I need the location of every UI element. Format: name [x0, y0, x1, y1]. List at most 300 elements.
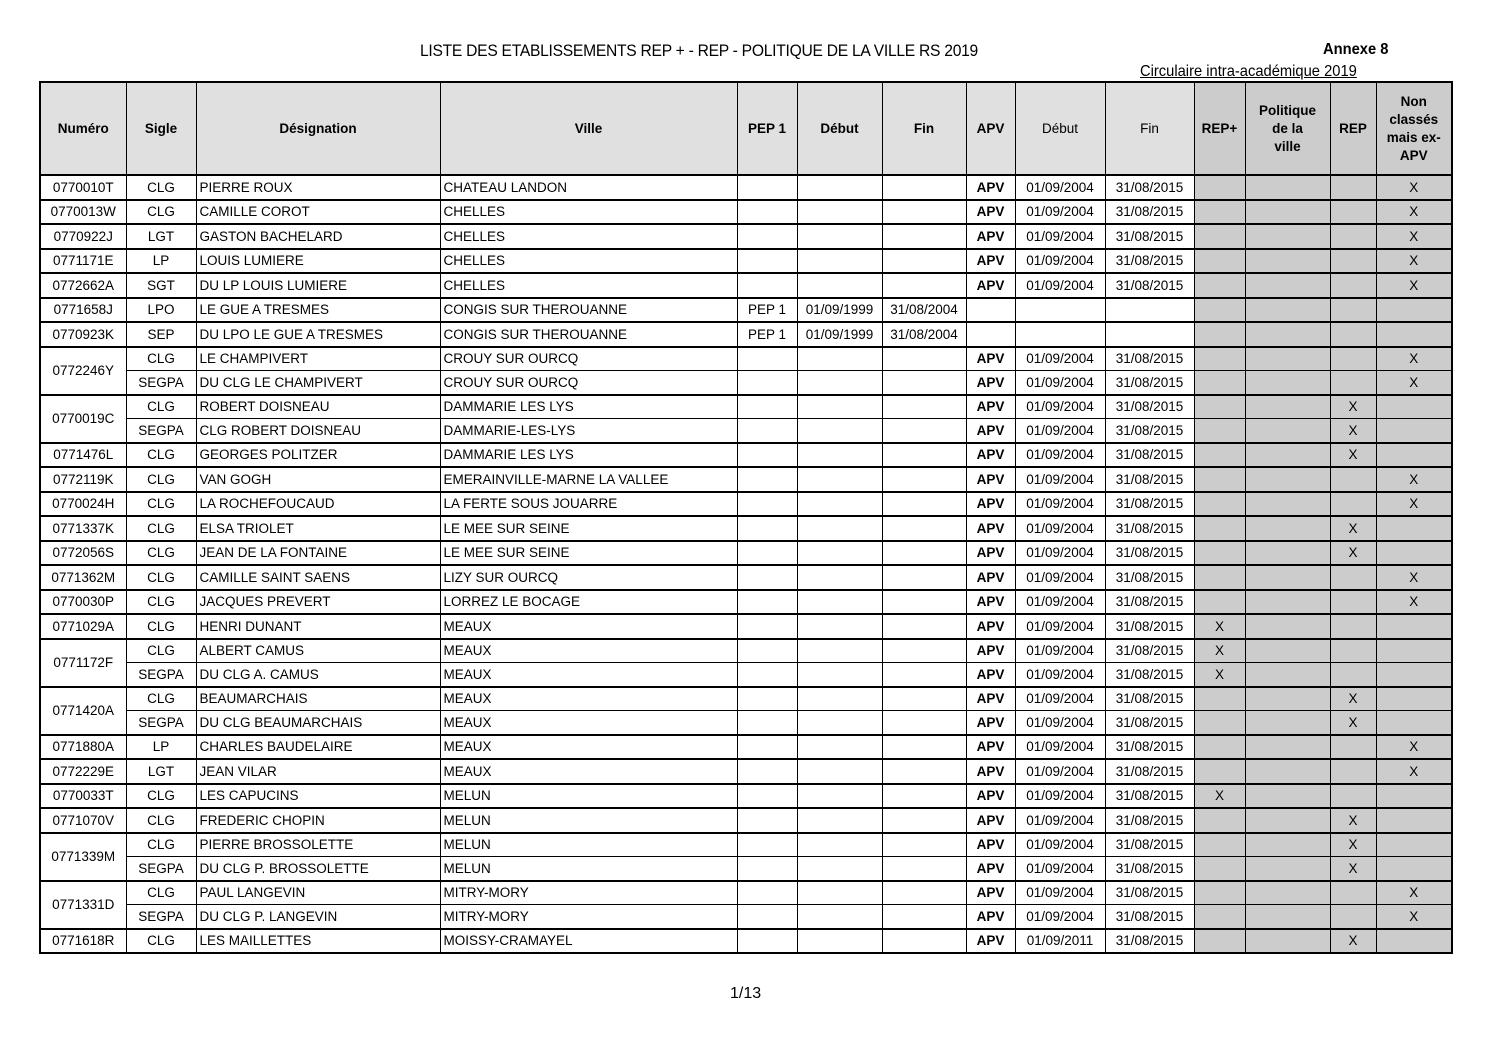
- cell-pep-debut: [797, 467, 882, 492]
- cell-apv: APV: [966, 541, 1015, 566]
- cell-apv-debut: 01/09/2011: [1015, 929, 1105, 954]
- cell-non-classes: [1376, 663, 1452, 687]
- cell-designation: LA ROCHEFOUCAUD: [196, 492, 440, 517]
- cell-pep-fin: [882, 443, 966, 468]
- table-row: [40, 808, 1452, 833]
- cell-apv-fin: 31/08/2015: [1105, 808, 1194, 833]
- cell-ville: CROUY SUR OURCQ: [440, 347, 737, 371]
- cell-designation: HENRI DUNANT: [196, 614, 440, 639]
- cell-ville: CHELLES: [440, 273, 737, 298]
- cell-apv-fin: 31/08/2015: [1105, 784, 1194, 809]
- cell-politique-ville: [1245, 784, 1330, 809]
- cell-rep-plus: [1194, 516, 1245, 541]
- col-header-politique-ville: Politique de la ville: [1245, 82, 1330, 175]
- cell-sigle: CLG: [126, 590, 196, 615]
- cell-ville: MELUN: [440, 833, 737, 857]
- cell-ville: LIZY SUR OURCQ: [440, 565, 737, 590]
- cell-apv: APV: [966, 249, 1015, 274]
- cell-rep-plus: [1194, 371, 1245, 395]
- cell-non-classes: [1376, 541, 1452, 566]
- cell-pep-fin: [882, 175, 966, 200]
- cell-rep: [1330, 639, 1376, 663]
- cell-non-classes: [1376, 443, 1452, 468]
- cell-pep1: [737, 929, 797, 954]
- cell-pep1: [737, 711, 797, 735]
- cell-numero: 0772246Y: [40, 347, 126, 395]
- cell-pep-debut: [797, 395, 882, 419]
- cell-designation: ROBERT DOISNEAU: [196, 395, 440, 419]
- cell-apv-fin: 31/08/2015: [1105, 273, 1194, 298]
- cell-pep1: [737, 663, 797, 687]
- cell-ville: DAMMARIE LES LYS: [440, 443, 737, 468]
- cell-designation: DU CLG LE CHAMPIVERT: [196, 371, 440, 395]
- cell-numero: 0770024H: [40, 492, 126, 517]
- cell-apv-fin: 31/08/2015: [1105, 833, 1194, 857]
- cell-pep-debut: [797, 200, 882, 225]
- cell-non-classes: [1376, 808, 1452, 833]
- cell-pep-debut: [797, 273, 882, 298]
- table-row: [40, 565, 1452, 590]
- cell-ville: CONGIS SUR THEROUANNE: [440, 298, 737, 323]
- cell-sigle: CLG: [126, 175, 196, 200]
- cell-non-classes: X: [1376, 467, 1452, 492]
- cell-apv-debut: 01/09/2004: [1015, 224, 1105, 249]
- cell-designation: JEAN VILAR: [196, 759, 440, 784]
- cell-pep-debut: [797, 857, 882, 881]
- cell-designation: LOUIS LUMIERE: [196, 249, 440, 274]
- cell-ville: LE MEE SUR SEINE: [440, 541, 737, 566]
- cell-pep-fin: [882, 929, 966, 954]
- table-row: [40, 905, 1452, 929]
- cell-apv: APV: [966, 419, 1015, 443]
- cell-apv-debut: 01/09/2004: [1015, 467, 1105, 492]
- table-row: [40, 929, 1452, 954]
- cell-apv: APV: [966, 808, 1015, 833]
- cell-apv: APV: [966, 347, 1015, 371]
- cell-sigle: SEGPA: [126, 419, 196, 443]
- cell-numero: 0772662A: [40, 273, 126, 298]
- cell-apv-debut: 01/09/2004: [1015, 687, 1105, 711]
- cell-sigle: CLG: [126, 808, 196, 833]
- cell-numero: 0770033T: [40, 784, 126, 809]
- cell-apv-debut: [1015, 298, 1105, 323]
- cell-designation: GEORGES POLITZER: [196, 443, 440, 468]
- cell-non-classes: X: [1376, 175, 1452, 200]
- cell-apv-fin: 31/08/2015: [1105, 200, 1194, 225]
- table-row: [40, 759, 1452, 784]
- col-header-rep-plus: REP+: [1194, 82, 1245, 175]
- cell-apv-fin: 31/08/2015: [1105, 516, 1194, 541]
- cell-pep-fin: [882, 614, 966, 639]
- cell-numero: 0772056S: [40, 541, 126, 566]
- cell-pep-fin: [882, 565, 966, 590]
- cell-politique-ville: [1245, 273, 1330, 298]
- cell-pep-fin: [882, 541, 966, 566]
- cell-numero: 0771880A: [40, 735, 126, 760]
- cell-non-classes: X: [1376, 224, 1452, 249]
- annexe-label: Annexe 8: [1323, 41, 1389, 58]
- cell-apv-fin: 31/08/2015: [1105, 687, 1194, 711]
- cell-pep1: [737, 200, 797, 225]
- cell-rep: [1330, 735, 1376, 760]
- cell-rep-plus: X: [1194, 639, 1245, 663]
- cell-ville: DAMMARIE-LES-LYS: [440, 419, 737, 443]
- cell-rep: [1330, 371, 1376, 395]
- cell-rep-plus: [1194, 541, 1245, 566]
- cell-apv-debut: 01/09/2004: [1015, 663, 1105, 687]
- cell-designation: ALBERT CAMUS: [196, 639, 440, 663]
- table-row: [40, 175, 1452, 200]
- cell-designation: ELSA TRIOLET: [196, 516, 440, 541]
- cell-apv-debut: 01/09/2004: [1015, 419, 1105, 443]
- cell-apv-debut: 01/09/2004: [1015, 881, 1105, 905]
- cell-politique-ville: [1245, 347, 1330, 371]
- cell-rep: X: [1330, 711, 1376, 735]
- cell-rep-plus: [1194, 590, 1245, 615]
- cell-pep-debut: [797, 371, 882, 395]
- cell-apv-fin: 31/08/2015: [1105, 614, 1194, 639]
- cell-pep-debut: [797, 224, 882, 249]
- table-row: [40, 322, 1452, 347]
- cell-non-classes: X: [1376, 492, 1452, 517]
- table-row: [40, 590, 1452, 615]
- table-row: [40, 881, 1452, 905]
- cell-sigle: SEGPA: [126, 905, 196, 929]
- cell-pep-debut: [797, 541, 882, 566]
- cell-rep-plus: [1194, 249, 1245, 274]
- cell-non-classes: X: [1376, 590, 1452, 615]
- cell-rep: X: [1330, 857, 1376, 881]
- cell-politique-ville: [1245, 639, 1330, 663]
- cell-apv: APV: [966, 371, 1015, 395]
- cell-politique-ville: [1245, 467, 1330, 492]
- cell-apv: APV: [966, 663, 1015, 687]
- cell-rep-plus: [1194, 929, 1245, 954]
- cell-apv: APV: [966, 224, 1015, 249]
- cell-politique-ville: [1245, 590, 1330, 615]
- cell-rep-plus: X: [1194, 784, 1245, 809]
- cell-sigle: CLG: [126, 347, 196, 371]
- cell-politique-ville: [1245, 929, 1330, 954]
- cell-apv: APV: [966, 565, 1015, 590]
- establishments-table: [39, 81, 1453, 954]
- cell-non-classes: X: [1376, 881, 1452, 905]
- cell-non-classes: [1376, 687, 1452, 711]
- cell-pep1: [737, 735, 797, 760]
- cell-designation: DU CLG P. BROSSOLETTE: [196, 857, 440, 881]
- cell-pep-fin: [882, 663, 966, 687]
- cell-rep-plus: [1194, 347, 1245, 371]
- cell-politique-ville: [1245, 249, 1330, 274]
- cell-rep: X: [1330, 395, 1376, 419]
- cell-rep: [1330, 590, 1376, 615]
- cell-rep: [1330, 614, 1376, 639]
- cell-pep1: PEP 1: [737, 298, 797, 323]
- cell-pep-fin: [882, 347, 966, 371]
- cell-politique-ville: [1245, 492, 1330, 517]
- cell-apv: APV: [966, 639, 1015, 663]
- col-header-apv-fin: Fin: [1105, 82, 1194, 175]
- cell-non-classes: X: [1376, 200, 1452, 225]
- col-header-sigle: Sigle: [126, 82, 196, 175]
- cell-politique-ville: [1245, 175, 1330, 200]
- cell-apv: APV: [966, 711, 1015, 735]
- cell-ville: MEAUX: [440, 687, 737, 711]
- cell-numero: 0770922J: [40, 224, 126, 249]
- cell-pep-fin: [882, 516, 966, 541]
- cell-pep-fin: [882, 639, 966, 663]
- table-row: [40, 614, 1452, 639]
- cell-rep-plus: [1194, 687, 1245, 711]
- cell-designation: JEAN DE LA FONTAINE: [196, 541, 440, 566]
- table-row: [40, 395, 1452, 419]
- cell-rep: X: [1330, 687, 1376, 711]
- cell-sigle: CLG: [126, 881, 196, 905]
- cell-apv: APV: [966, 175, 1015, 200]
- cell-ville: MELUN: [440, 784, 737, 809]
- cell-non-classes: X: [1376, 759, 1452, 784]
- cell-apv-debut: 01/09/2004: [1015, 175, 1105, 200]
- cell-sigle: SEP: [126, 322, 196, 347]
- cell-politique-ville: [1245, 322, 1330, 347]
- cell-politique-ville: [1245, 687, 1330, 711]
- cell-apv: APV: [966, 467, 1015, 492]
- cell-apv-fin: 31/08/2015: [1105, 395, 1194, 419]
- cell-sigle: LPO: [126, 298, 196, 323]
- cell-apv-fin: 31/08/2015: [1105, 881, 1194, 905]
- cell-ville: LORREZ LE BOCAGE: [440, 590, 737, 615]
- cell-rep-plus: [1194, 857, 1245, 881]
- cell-apv: [966, 322, 1015, 347]
- cell-pep-debut: [797, 929, 882, 954]
- cell-pep1: [737, 541, 797, 566]
- cell-non-classes: X: [1376, 565, 1452, 590]
- cell-apv: APV: [966, 833, 1015, 857]
- cell-sigle: CLG: [126, 639, 196, 663]
- table-row: [40, 711, 1452, 735]
- cell-non-classes: X: [1376, 905, 1452, 929]
- cell-apv-fin: 31/08/2015: [1105, 590, 1194, 615]
- cell-ville: CHELLES: [440, 224, 737, 249]
- cell-sigle: CLG: [126, 565, 196, 590]
- cell-designation: DU CLG P. LANGEVIN: [196, 905, 440, 929]
- cell-numero: 0771618R: [40, 929, 126, 954]
- cell-designation: VAN GOGH: [196, 467, 440, 492]
- cell-pep-fin: [882, 419, 966, 443]
- table-row: [40, 687, 1452, 711]
- cell-rep: X: [1330, 808, 1376, 833]
- cell-apv-debut: 01/09/2004: [1015, 905, 1105, 929]
- cell-pep-debut: [797, 735, 882, 760]
- cell-sigle: SEGPA: [126, 711, 196, 735]
- table-row: [40, 443, 1452, 468]
- cell-rep: X: [1330, 443, 1376, 468]
- cell-pep-debut: [797, 249, 882, 274]
- cell-pep-fin: [882, 467, 966, 492]
- cell-rep: [1330, 905, 1376, 929]
- cell-non-classes: [1376, 395, 1452, 419]
- cell-non-classes: [1376, 614, 1452, 639]
- cell-rep: [1330, 249, 1376, 274]
- cell-politique-ville: [1245, 565, 1330, 590]
- cell-pep-debut: [797, 516, 882, 541]
- cell-non-classes: X: [1376, 249, 1452, 274]
- cell-pep1: [737, 371, 797, 395]
- cell-rep-plus: [1194, 905, 1245, 929]
- cell-rep: [1330, 273, 1376, 298]
- cell-apv-debut: 01/09/2004: [1015, 273, 1105, 298]
- cell-apv-debut: 01/09/2004: [1015, 639, 1105, 663]
- cell-designation: FREDERIC CHOPIN: [196, 808, 440, 833]
- cell-apv: APV: [966, 784, 1015, 809]
- cell-pep1: [737, 905, 797, 929]
- cell-non-classes: [1376, 784, 1452, 809]
- cell-politique-ville: [1245, 200, 1330, 225]
- cell-pep-fin: [882, 808, 966, 833]
- col-header-apv: APV: [966, 82, 1015, 175]
- cell-rep-plus: [1194, 224, 1245, 249]
- cell-pep-fin: [882, 833, 966, 857]
- cell-apv-debut: 01/09/2004: [1015, 347, 1105, 371]
- col-header-non-classes: Non classés mais ex-APV: [1376, 82, 1452, 175]
- cell-non-classes: X: [1376, 347, 1452, 371]
- cell-apv-debut: 01/09/2004: [1015, 857, 1105, 881]
- cell-pep-fin: [882, 273, 966, 298]
- cell-pep-fin: [882, 784, 966, 809]
- cell-rep: X: [1330, 833, 1376, 857]
- cell-rep-plus: [1194, 395, 1245, 419]
- col-header-apv-debut: Début: [1015, 82, 1105, 175]
- cell-rep: [1330, 784, 1376, 809]
- cell-sigle: SEGPA: [126, 663, 196, 687]
- cell-rep-plus: [1194, 175, 1245, 200]
- cell-designation: BEAUMARCHAIS: [196, 687, 440, 711]
- cell-pep1: [737, 833, 797, 857]
- cell-apv: APV: [966, 929, 1015, 954]
- cell-designation: LES CAPUCINS: [196, 784, 440, 809]
- cell-apv: APV: [966, 614, 1015, 639]
- cell-sigle: CLG: [126, 833, 196, 857]
- cell-pep-debut: [797, 784, 882, 809]
- cell-apv-debut: 01/09/2004: [1015, 395, 1105, 419]
- cell-pep-fin: [882, 590, 966, 615]
- cell-politique-ville: [1245, 711, 1330, 735]
- cell-rep-plus: [1194, 833, 1245, 857]
- cell-pep1: [737, 639, 797, 663]
- table-row: [40, 347, 1452, 371]
- cell-ville: MITRY-MORY: [440, 905, 737, 929]
- cell-numero: 0771337K: [40, 516, 126, 541]
- cell-apv-debut: 01/09/2004: [1015, 492, 1105, 517]
- cell-politique-ville: [1245, 614, 1330, 639]
- cell-rep-plus: [1194, 711, 1245, 735]
- cell-apv-fin: 31/08/2015: [1105, 735, 1194, 760]
- cell-rep-plus: [1194, 419, 1245, 443]
- cell-rep-plus: [1194, 443, 1245, 468]
- cell-apv-debut: 01/09/2004: [1015, 711, 1105, 735]
- cell-non-classes: [1376, 833, 1452, 857]
- cell-pep1: [737, 857, 797, 881]
- cell-non-classes: X: [1376, 735, 1452, 760]
- col-header-pep1: PEP 1: [737, 82, 797, 175]
- cell-pep-fin: [882, 905, 966, 929]
- cell-pep-fin: [882, 224, 966, 249]
- cell-sigle: CLG: [126, 541, 196, 566]
- cell-non-classes: [1376, 298, 1452, 323]
- cell-pep-debut: 01/09/1999: [797, 298, 882, 323]
- table-body: [40, 175, 1452, 953]
- cell-pep-debut: [797, 175, 882, 200]
- cell-pep-debut: [797, 639, 882, 663]
- cell-pep-fin: [882, 881, 966, 905]
- cell-rep: [1330, 200, 1376, 225]
- cell-rep: [1330, 663, 1376, 687]
- cell-pep-fin: 31/08/2004: [882, 298, 966, 323]
- cell-sigle: CLG: [126, 516, 196, 541]
- cell-rep-plus: [1194, 735, 1245, 760]
- cell-apv-fin: 31/08/2015: [1105, 419, 1194, 443]
- cell-designation: PAUL LANGEVIN: [196, 881, 440, 905]
- document-title: LISTE DES ETABLISSEMENTS REP + - REP - POLITIQUE DE LA VILLE RS 2019: [420, 41, 978, 60]
- cell-designation: CAMILLE COROT: [196, 200, 440, 225]
- cell-numero: 0772229E: [40, 759, 126, 784]
- cell-pep-debut: [797, 808, 882, 833]
- cell-apv-debut: 01/09/2004: [1015, 735, 1105, 760]
- cell-numero: 0770019C: [40, 395, 126, 443]
- cell-rep: [1330, 492, 1376, 517]
- cell-ville: CHELLES: [440, 200, 737, 225]
- cell-pep-debut: [797, 687, 882, 711]
- cell-sigle: CLG: [126, 929, 196, 954]
- cell-designation: DU CLG BEAUMARCHAIS: [196, 711, 440, 735]
- cell-apv-fin: 31/08/2015: [1105, 347, 1194, 371]
- cell-pep-debut: [797, 905, 882, 929]
- cell-pep1: PEP 1: [737, 322, 797, 347]
- cell-sigle: SEGPA: [126, 857, 196, 881]
- cell-apv-debut: 01/09/2004: [1015, 516, 1105, 541]
- table-header-row: [40, 82, 1452, 175]
- table-row: [40, 857, 1452, 881]
- cell-apv: APV: [966, 395, 1015, 419]
- table-row: [40, 833, 1452, 857]
- cell-apv: [966, 298, 1015, 323]
- cell-apv: APV: [966, 881, 1015, 905]
- cell-ville: DAMMARIE LES LYS: [440, 395, 737, 419]
- cell-pep1: [737, 467, 797, 492]
- cell-pep-debut: [797, 347, 882, 371]
- cell-pep1: [737, 273, 797, 298]
- cell-apv: APV: [966, 492, 1015, 517]
- cell-apv-fin: 31/08/2015: [1105, 443, 1194, 468]
- cell-apv-debut: 01/09/2004: [1015, 371, 1105, 395]
- table-row: [40, 467, 1452, 492]
- cell-ville: MELUN: [440, 808, 737, 833]
- cell-numero: 0770923K: [40, 322, 126, 347]
- cell-pep1: [737, 395, 797, 419]
- cell-pep-debut: [797, 833, 882, 857]
- cell-pep1: [737, 175, 797, 200]
- circulaire-label: Circulaire intra-académique 2019: [1140, 63, 1357, 80]
- cell-politique-ville: [1245, 833, 1330, 857]
- cell-sigle: CLG: [126, 784, 196, 809]
- cell-rep-plus: X: [1194, 663, 1245, 687]
- cell-politique-ville: [1245, 663, 1330, 687]
- cell-ville: CHATEAU LANDON: [440, 175, 737, 200]
- cell-pep-fin: [882, 249, 966, 274]
- cell-apv-debut: 01/09/2004: [1015, 590, 1105, 615]
- cell-designation: DU LPO LE GUE A TRESMES: [196, 322, 440, 347]
- cell-non-classes: [1376, 711, 1452, 735]
